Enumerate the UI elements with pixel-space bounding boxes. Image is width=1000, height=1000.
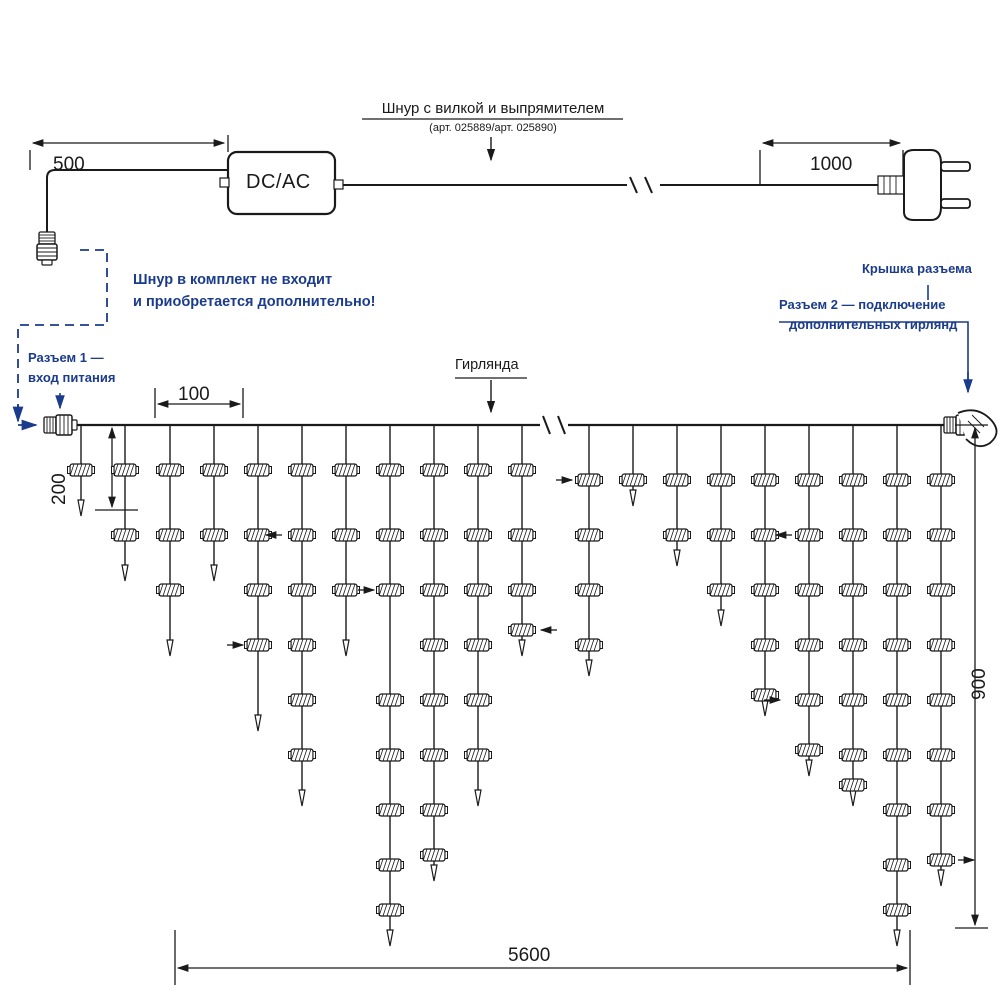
- cord-break-symbol: [630, 177, 652, 193]
- dimension-1000-label: 1000: [810, 154, 853, 175]
- cord-not-included-line1: Шнур в комплект не входит: [133, 272, 333, 288]
- main-wire-break-symbol: [543, 416, 565, 434]
- cord-not-included-line2: и приобретается дополнительно!: [133, 294, 376, 310]
- connector-1-icon: [44, 415, 77, 435]
- dimension-500-label: 500: [53, 154, 85, 175]
- mains-plug-icon: [878, 150, 970, 220]
- connector2-line2: дополнительных гирлянд: [789, 317, 958, 332]
- icicle-strands: [81, 425, 941, 930]
- dimension-900-label: 900: [969, 668, 990, 700]
- strand-tips: [78, 490, 944, 946]
- power-cord-path: [47, 170, 905, 238]
- dimension-5600-label: 5600: [508, 945, 551, 966]
- garland-label-pointer: [455, 378, 527, 412]
- bulbs: [68, 464, 955, 916]
- connector1-line1: Разъем 1 —: [28, 350, 104, 365]
- cord-subtitle-label: (арт. 025889/арт. 025890): [429, 122, 557, 134]
- garland-label: Гирлянда: [455, 357, 519, 373]
- connector-2-icon: [944, 410, 997, 446]
- cord-connector-icon: [37, 232, 57, 265]
- optional-cord-dashed: [18, 250, 107, 415]
- transformer-label: DC/AC: [246, 171, 311, 193]
- cord-title-label: Шнур с вилкой и выпрямителем: [381, 100, 605, 117]
- optional-cord-arrow: [18, 405, 36, 425]
- dimension-200-label: 200: [49, 473, 70, 505]
- connector1-line2: вход питания: [28, 370, 116, 385]
- dimension-100-label: 100: [178, 384, 210, 405]
- connector-cap-label: Крышка разъема: [862, 261, 972, 276]
- connector2-line1: Разъем 2 — подключение: [779, 297, 946, 312]
